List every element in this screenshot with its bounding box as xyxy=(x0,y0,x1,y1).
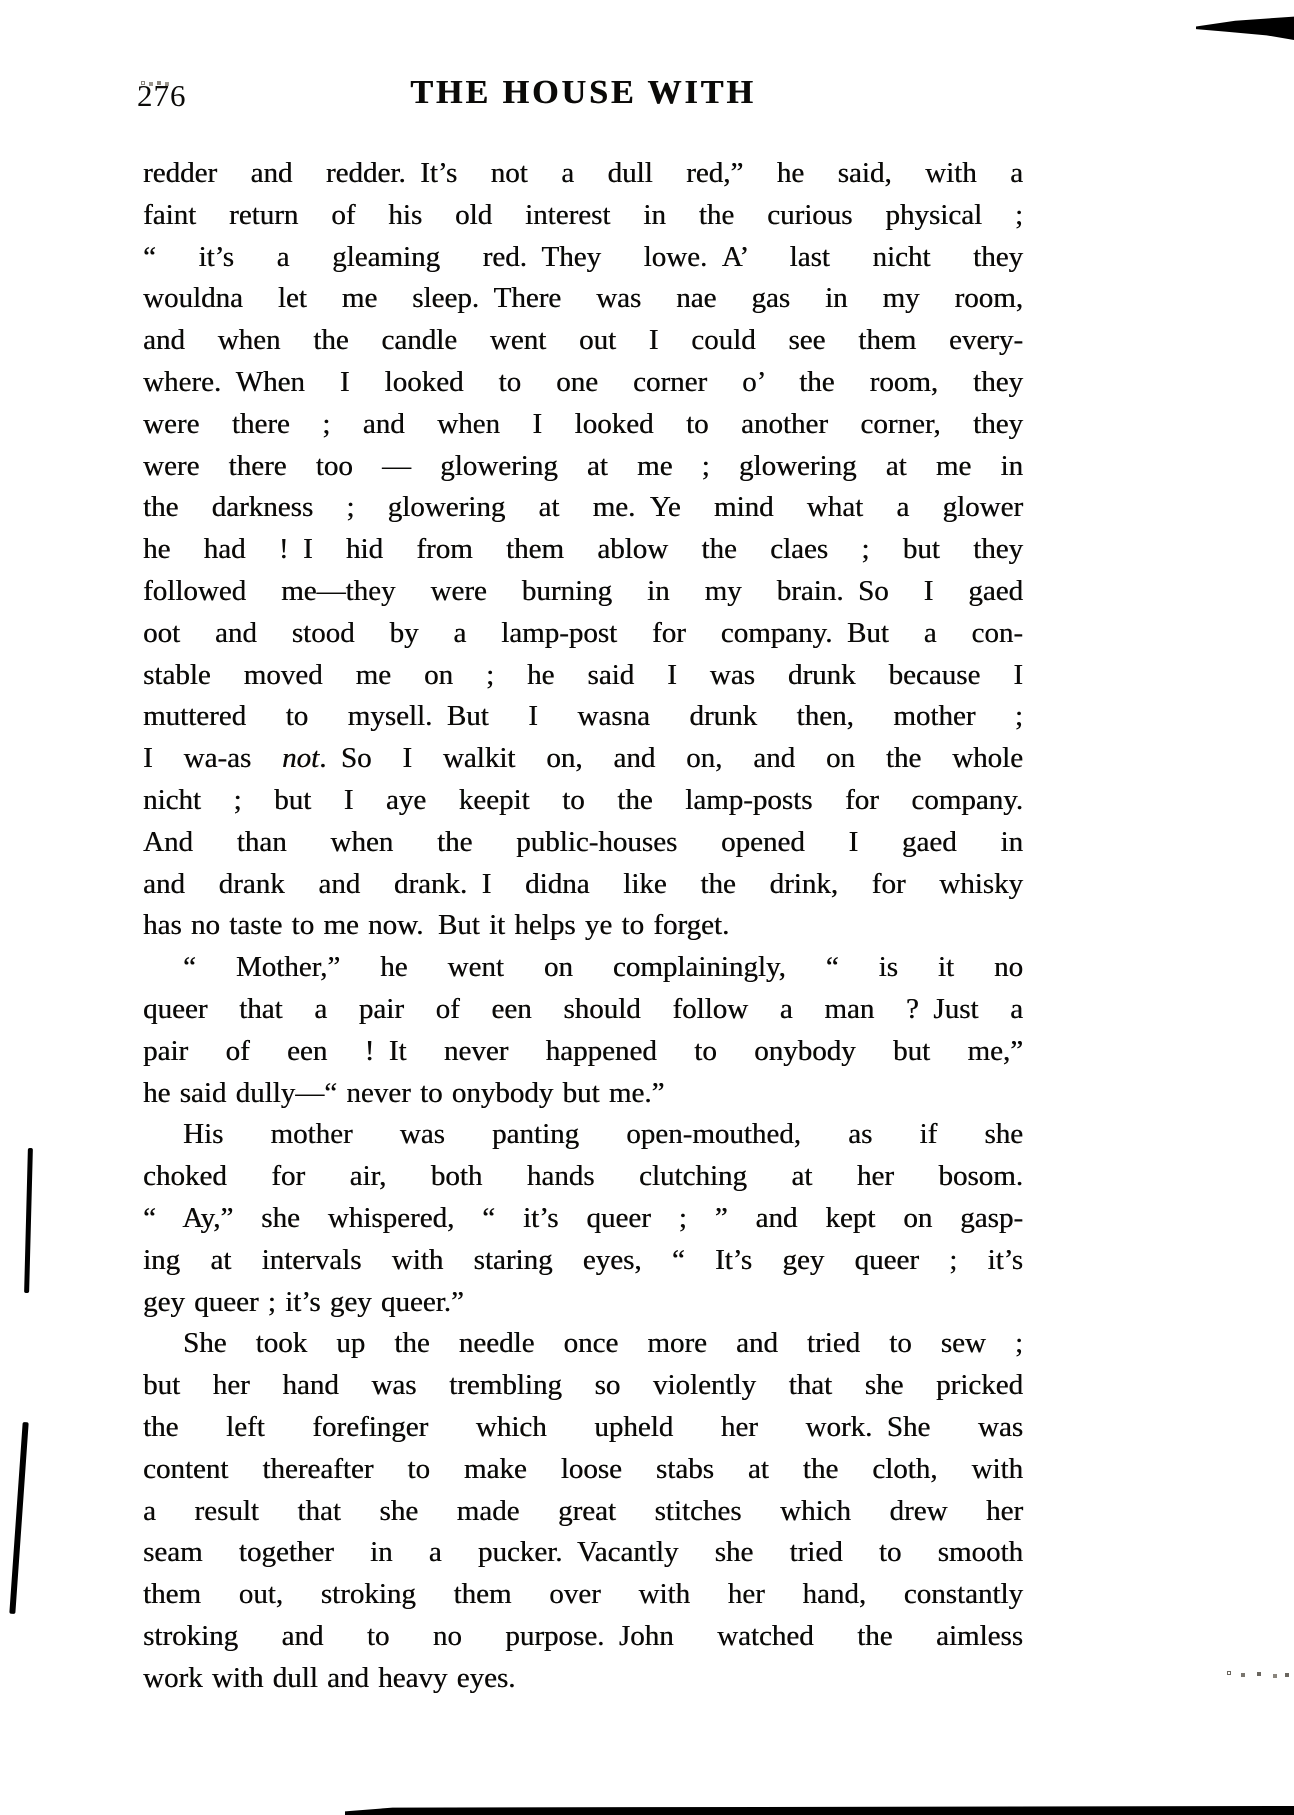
text-line: “ Mother,” he went on complainingly, “ is it no xyxy=(183,951,1023,984)
text-line: he said dully—“ never to onybody but me.” xyxy=(143,1076,665,1109)
running-header xyxy=(137,74,1023,114)
text-line: nicht ; but I aye keepit to the lamp-posts for company. xyxy=(143,783,1023,816)
text-line: but her hand was trembling so violently that she pricked xyxy=(143,1369,1023,1402)
text-line: stroking and to no purpose. John watched the aimless xyxy=(143,1619,1023,1652)
text-line: ing at intervals with staring eyes, “ It’s gey queer ; it’s xyxy=(143,1243,1023,1276)
text-line: wouldna let me sleep. There was nae gas in my room, xyxy=(143,282,1023,315)
text-line: were there ; and when I looked to another corner, they xyxy=(143,407,1023,440)
scan-artifact-margin-line-1 xyxy=(24,1148,33,1293)
text-line: His mother was panting open-mouthed, as if she xyxy=(183,1118,1023,1151)
scan-artifact-corner-wedge xyxy=(1196,14,1294,40)
text-line: has no taste to me now. But it helps ye to forget. xyxy=(143,909,730,942)
text-line: muttered to mysell. But I wasna drunk then, mother ; xyxy=(143,700,1023,733)
text-line: faint return of his old interest in the curious physical ; xyxy=(143,198,1023,231)
text-line: the left forefinger which upheld her work. She was xyxy=(143,1410,1023,1443)
scan-artifact-bottom-edge xyxy=(345,1806,1294,1815)
text-line: choked for air, both hands clutching at her bosom. xyxy=(143,1160,1023,1193)
text-line: gey queer ; it’s gey queer.” xyxy=(143,1285,464,1318)
page-number: 276 xyxy=(137,78,187,113)
text-line: work with dull and heavy eyes. xyxy=(143,1661,516,1694)
text-line: “ Ay,” she whispered, “ it’s queer ; ” and kept on gasp- xyxy=(143,1201,1023,1234)
scan-artifact-margin-line-2 xyxy=(9,1422,28,1614)
text-line: where. When I looked to one corner o’ the room, they xyxy=(143,365,1023,398)
running-title: THE HOUSE WITH xyxy=(410,74,756,111)
text-line: a result that she made great stitches which drew her xyxy=(143,1494,1023,1527)
text-line: and drank and drank. I didna like the drink, for whisky xyxy=(143,867,1023,900)
scan-artifact-specks xyxy=(1228,1672,1230,1674)
text-line: stable moved me on ; he said I was drunk because I xyxy=(143,658,1023,691)
text-line: pair of een ! It never happened to onybody but me,” xyxy=(143,1034,1023,1067)
body-text xyxy=(143,153,1023,1699)
text-line: content thereafter to make loose stabs at the cloth, with xyxy=(143,1452,1023,1485)
text-line: he had ! I hid from them ablow the claes ; but they xyxy=(143,533,1023,566)
text-line: them out, stroking them over with her hand, constantly xyxy=(143,1578,1023,1611)
text-line: I wa-as not. So I walkit on, and on, and on the whole xyxy=(143,742,1023,775)
text-line: oot and stood by a lamp-post for company. But a con- xyxy=(143,616,1023,649)
text-line: seam together in a pucker. Vacantly she tried to smooth xyxy=(143,1536,1023,1569)
text-line: were there too — glowering at me ; glowering at me in xyxy=(143,449,1023,482)
text-line: And than when the public-houses opened I gaed in xyxy=(143,825,1023,858)
scan-artifact-specks xyxy=(142,82,144,84)
text-line: “ it’s a gleaming red. They lowe. A’ last nicht they xyxy=(143,240,1023,273)
text-line: redder and redder. It’s not a dull red,” he said, with a xyxy=(143,157,1023,189)
text-line: the darkness ; glowering at me. Ye mind what a glower xyxy=(143,491,1023,524)
text-line: followed me—they were burning in my brain. So I gaed xyxy=(143,574,1023,607)
text-line: queer that a pair of een should follow a man ? Just a xyxy=(143,992,1023,1025)
text-line: She took up the needle once more and tried to sew ; xyxy=(183,1327,1023,1360)
text-line: and when the candle went out I could see them every- xyxy=(143,324,1023,357)
